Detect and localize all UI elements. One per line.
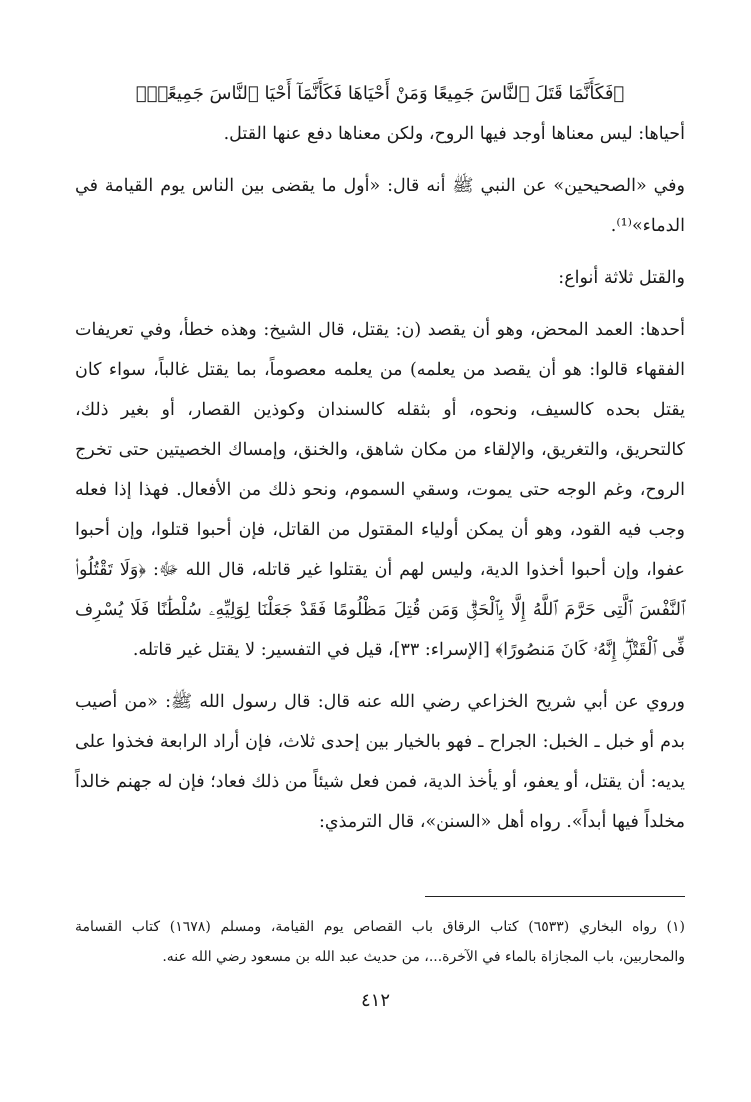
paragraph-5: وروي عن أبي شريح الخزاعي رضي الله عنه قال: قال رسول الله ﷺ: «من أصيب بدم أو خبل ـ الخبل: الجراح ـ فهو بالخيار بين إحدى ثلاث، فإن أراد الرابعة فخذوا على يديه: أن يقتل، أو يعفو، أو يأخذ الدية، فمن فعل شيئاً من ذلك فعاد؛ فإن له جهنم خالداً مخلداً فيها أبداً». رواه أهل «السنن»، قال الترمذي: <box>75 692 685 832</box>
footnote: (١) رواه البخاري (٦٥٣٣) كتاب الرقاق باب القصاص يوم القيامة، ومسلم (١٦٧٨) كتاب القسامة والمحاربين، باب المجازاة بالماء في الآخرة...، من حديث عبد الله بن مسعود رضي الله عنه. <box>75 919 685 965</box>
paragraph-1: أحياها: ليس معناها أوجد فيها الروح، ولكن معناها دفع عنها القتل. <box>223 124 685 144</box>
paragraph-4: أحدها: العمد المحض، وهو أن يقصد (ن: يقتل، قال الشيخ: وهذه خطأ، وفي تعريفات الفقهاء قالوا: هو أن يقصد من يعلمه) من يعلمه معصوماً، بما يقتل غالباً، سواء كان يقتل بحده كالسيف، ونحوه، أو بثقله كالسندان وكوذين القصار، أو بغير ذلك، كالتحريق، والتغريق، والإلقاء من مكان شاهق، والخنق، وإمساك الخصيتين حتى تخرج الروح، وغم الوجه حتى يموت، وسقي السموم، ونحو ذلك من الأفعال. فهذا إذا فعله وجب فيه القود، وهو أن يمكن أولياء المقتول من القاتل، فإن أحبوا قتلوا، وإن أحبوا عفوا، وإن أحبوا أخذوا الدية، وليس لهم أن يقتلوا غير قاتله، قال الله ﷻ: ﴿وَلَا تَقْتُلُوا۟ ٱلنَّفْسَ ٱلَّتِى حَرَّمَ ٱللَّهُ إِلَّا بِٱلْحَقِّۗ وَمَن قُتِلَ مَظْلُومًا فَقَدْ جَعَلْنَا لِوَلِيِّهِۦ سُلْطَٰنًا فَلَا يُسْرِف فِّى ٱلْقَتْلِۖ إِنَّهُۥ كَانَ مَنصُورًا﴾ [الإسراء: ٣٣]، قيل في التفسير: لا يقتل غير قاتله. <box>75 320 685 660</box>
page-number: ٤١٢ <box>360 990 390 1011</box>
paragraph-3: والقتل ثلاثة أنواع: <box>558 268 685 288</box>
footnote-divider <box>425 896 685 897</box>
quran-verse: ﴿فَكَأَنَّمَا قَتَلَ ٱلنَّاسَ جَمِيعًا وَمَنْ أَحْيَاهَا فَكَأَنَّمَآ أَحْيَا ٱلنَّاسَ جَمِيعًاۚ﴾ <box>135 83 625 104</box>
paragraph-2: وفي «الصحيحين» عن النبي ﷺ أنه قال: «أول ما يقضى بين الناس يوم القيامة في الدماء»⁽¹⁾. <box>75 176 685 236</box>
main-text <box>75 74 685 842</box>
